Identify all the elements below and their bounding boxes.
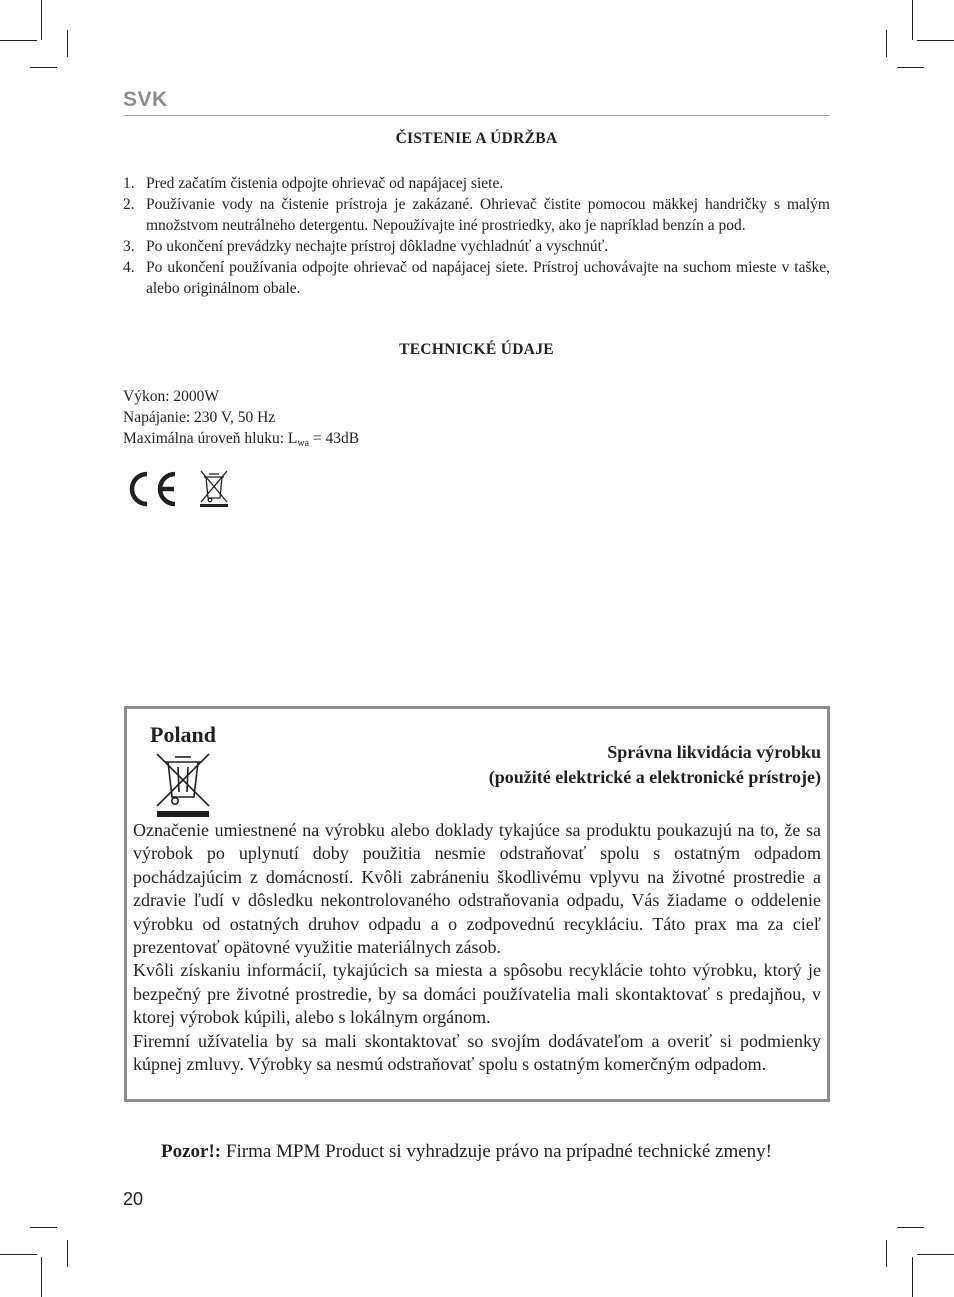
step-number: 4. xyxy=(123,259,135,276)
list-item xyxy=(123,236,830,257)
disposal-paragraph: Kvôli získaniu informácií, tykajúcich sa miesta a spôsobu recyklácie tohto výrobku, ktorý je bezpečný pre životné prostredie, by sa domáci používatelia mali skontaktovať s predajňou, v ktorej výrobok kúpili, alebo s lokálnym orgánom. xyxy=(133,960,821,1028)
power-spec: Výkon: 2000W xyxy=(123,388,220,405)
noise-spec xyxy=(123,428,359,449)
step-number: 1. xyxy=(123,175,135,192)
crop-mark xyxy=(886,1240,887,1267)
technical-changes-notice xyxy=(161,1141,772,1163)
crop-mark xyxy=(897,67,924,68)
noise-prefix: Maximálna úroveň hluku: L xyxy=(123,430,298,447)
supply-spec: Napájanie: 230 V, 50 Hz xyxy=(123,409,276,426)
list-item xyxy=(123,194,830,236)
crop-mark xyxy=(912,1257,913,1297)
crop-mark xyxy=(912,0,913,40)
disposal-box xyxy=(124,706,830,1102)
page-number: 20 xyxy=(123,1189,144,1209)
crossed-out-bin-icon xyxy=(198,469,230,514)
disposal-title xyxy=(489,740,821,790)
crop-mark xyxy=(30,1227,57,1228)
step-number: 2. xyxy=(123,196,135,213)
noise-subscript: wa xyxy=(297,438,310,449)
crop-mark xyxy=(30,67,57,68)
crop-mark xyxy=(0,40,37,41)
list-item xyxy=(123,173,830,194)
disposal-paragraph: Označenie umiestnené na výrobku alebo doklady tykajúce sa produktu poukazujú na to, že sa výrobok po uplynutí doby použitia nesmie odstraňovať spolu s ostatným odpadom pochádzajúcim z domácností. Kvôli zabráneniu škodlivému vplyvu na životné prostredie a zdravie ľudí v dôsledku nekontrolovaného odstraňovania odpadu, Vás žiadame o oddelenie výrobku od ostatných druhov odpadu a o zodpovednú recykláciu. Táto prax ma za cieľ prezentovať opätovné využitie materiálnych zásob. xyxy=(133,820,821,958)
cleaning-steps xyxy=(123,173,830,299)
crop-mark xyxy=(917,1254,954,1255)
step-text: Pred začatím čistenia odpojte ohrievač od napájacej siete. xyxy=(146,175,504,192)
cleaning-heading: ČISTENIE A ÚDRŽBA xyxy=(395,130,558,147)
step-number: 3. xyxy=(123,238,135,255)
crop-mark xyxy=(67,1240,68,1267)
crop-mark xyxy=(41,1257,42,1297)
disposal-paragraph: Firemní užívatelia by sa mali skontaktovať so svojím dodávateľom a overiť si podmienky kúpnej zmluvy. Výrobky sa nesmú odstraňovať spolu s ostatným komerčným odpadom. xyxy=(133,1030,821,1075)
crop-mark xyxy=(41,0,42,40)
step-text: Po ukončení prevádzky nechajte prístroj dôkladne vychladnúť a vyschnúť. xyxy=(146,238,609,255)
disposal-text xyxy=(133,819,821,1076)
noise-value: = 43dB xyxy=(309,430,360,447)
notice-text: Firma MPM Product si vyhradzuje právo na prípadné technické zmeny! xyxy=(221,1141,772,1162)
disposal-title-line1: Správna likvidácia výrobku xyxy=(607,742,821,762)
disposal-title-line2: (použité elektrické a elektronické prístroje) xyxy=(488,767,821,787)
language-code: SVK xyxy=(123,88,168,111)
crop-mark xyxy=(67,30,68,57)
crop-mark xyxy=(0,1254,37,1255)
crop-mark xyxy=(886,30,887,57)
country-label: Poland xyxy=(150,722,217,747)
technical-specs xyxy=(123,386,359,449)
crop-mark xyxy=(897,1227,924,1228)
list-item xyxy=(123,257,830,299)
crossed-out-bin-icon xyxy=(153,751,213,824)
notice-label: Pozor!: xyxy=(161,1141,222,1162)
crop-mark xyxy=(917,40,954,41)
step-text: Používanie vody na čistenie prístroja je zakázané. Ohrievač čistite pomocou mäkkej handričky s malým množstvom neutrálneho detergentu. Nepoužívajte iné prostriedky, ako je napríklad benzín a pod. xyxy=(146,196,830,234)
technical-heading: TECHNICKÉ ÚDAJE xyxy=(399,341,554,358)
header-rule xyxy=(123,115,830,116)
step-text: Po ukončení používania odpojte ohrievač od napájacej siete. Prístroj uchovávajte na suchom mieste v taške, alebo originálnom obale. xyxy=(146,259,830,297)
ce-mark-icon xyxy=(123,469,179,514)
